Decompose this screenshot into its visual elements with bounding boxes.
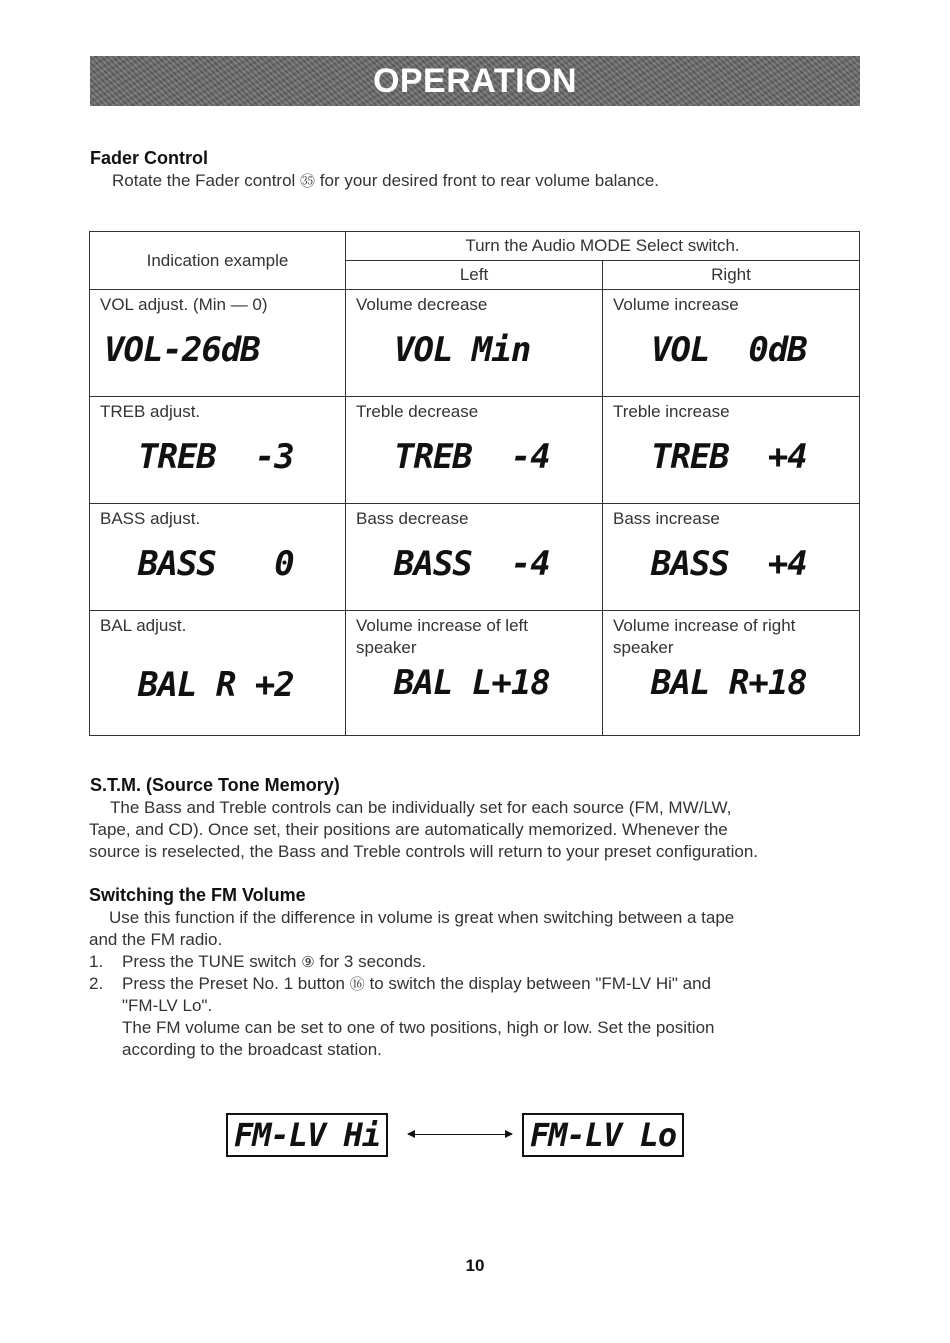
stm-heading: S.T.M. (Source Tone Memory) [90, 775, 340, 795]
row-label: BAL adjust. [100, 616, 187, 635]
indication-table [89, 231, 860, 736]
fader-ref-number: ㉟ [300, 172, 316, 190]
fader-text: Rotate the Fader control ㉟ for your desired front to rear volume balance. [112, 171, 660, 190]
step-2-text-line-2: "FM-LV Lo". [122, 996, 213, 1015]
lcd-display-left: BASS -4 [394, 544, 550, 584]
double-arrow-icon [408, 1134, 512, 1135]
lcd-display-right: BASS +4 [651, 544, 807, 584]
preset-button-ref: ⑯ [349, 975, 365, 993]
lcd-display-example: TREB -3 [138, 437, 294, 477]
lcd-display-example: BAL R +2 [138, 665, 294, 705]
stm-line-3: source is reselected, the Bass and Treble controls will return to your preset configuration. [89, 842, 759, 861]
fm-lv-lo-display: FM-LV Lo [522, 1113, 684, 1157]
section-title: OPERATION [372, 61, 578, 100]
fm-volume-line-2: and the FM radio. [89, 930, 223, 949]
step-1-text: Press the TUNE switch ⑨ for 3 seconds. [122, 952, 427, 971]
lcd-display-right: TREB +4 [651, 437, 807, 477]
lcd-display-left: BAL L+18 [394, 663, 550, 703]
fm-lv-hi-display: FM-LV Hi [226, 1113, 388, 1157]
left-label: Volume decrease [356, 295, 488, 314]
table-row [90, 290, 860, 397]
row-label: BASS adjust. [100, 509, 201, 528]
header-mode-switch: Turn the Audio MODE Select switch. [346, 232, 860, 261]
header-left: Left [346, 261, 603, 290]
table-row [90, 504, 860, 611]
fm-volume-note-line-1: The FM volume can be set to one of two positions, high or low. Set the position [122, 1018, 715, 1037]
table-row [90, 397, 860, 504]
header-right: Right [603, 261, 860, 290]
right-label: Bass increase [613, 509, 720, 528]
lcd-display-example: VOL-26dB [104, 330, 260, 370]
fm-volume-heading: Switching the FM Volume [89, 885, 306, 905]
table-row [90, 611, 860, 736]
stm-line-1: The Bass and Treble controls can be individually set for each source (FM, MW/LW, [110, 798, 732, 817]
header-indication-example: Indication example [90, 232, 346, 290]
step-2-number: 2. [89, 974, 104, 993]
fm-volume-note-line-2: according to the broadcast station. [122, 1040, 382, 1059]
right-label: Volume increase of right speaker [613, 616, 796, 657]
lcd-display-right: BAL R+18 [651, 663, 807, 703]
page-number: 10 [465, 1256, 485, 1275]
tune-switch-ref: ⑨ [301, 953, 315, 971]
left-label: Volume increase of left speaker [356, 616, 528, 657]
lcd-display-right: VOL 0dB [651, 330, 807, 370]
lcd-display-left: VOL Min [394, 330, 531, 370]
lcd-display-left: TREB -4 [394, 437, 550, 477]
row-label: TREB adjust. [100, 402, 201, 421]
left-label: Treble decrease [356, 402, 479, 421]
fm-volume-line-1: Use this function if the difference in volume is great when switching between a tape [109, 908, 735, 927]
step-1-number: 1. [89, 952, 104, 971]
right-label: Volume increase [613, 295, 739, 314]
fader-heading: Fader Control [90, 148, 209, 168]
right-label: Treble increase [613, 402, 730, 421]
left-label: Bass decrease [356, 509, 469, 528]
lcd-display-example: BASS 0 [138, 544, 294, 584]
section-banner [90, 56, 860, 106]
step-2-text: Press the Preset No. 1 button ⑯ to switch the display between "FM-LV Hi" and [122, 974, 711, 993]
row-label: VOL adjust. (Min — 0) [100, 295, 268, 314]
stm-line-2: Tape, and CD). Once set, their positions are automatically memorized. Whenever the [89, 820, 728, 839]
